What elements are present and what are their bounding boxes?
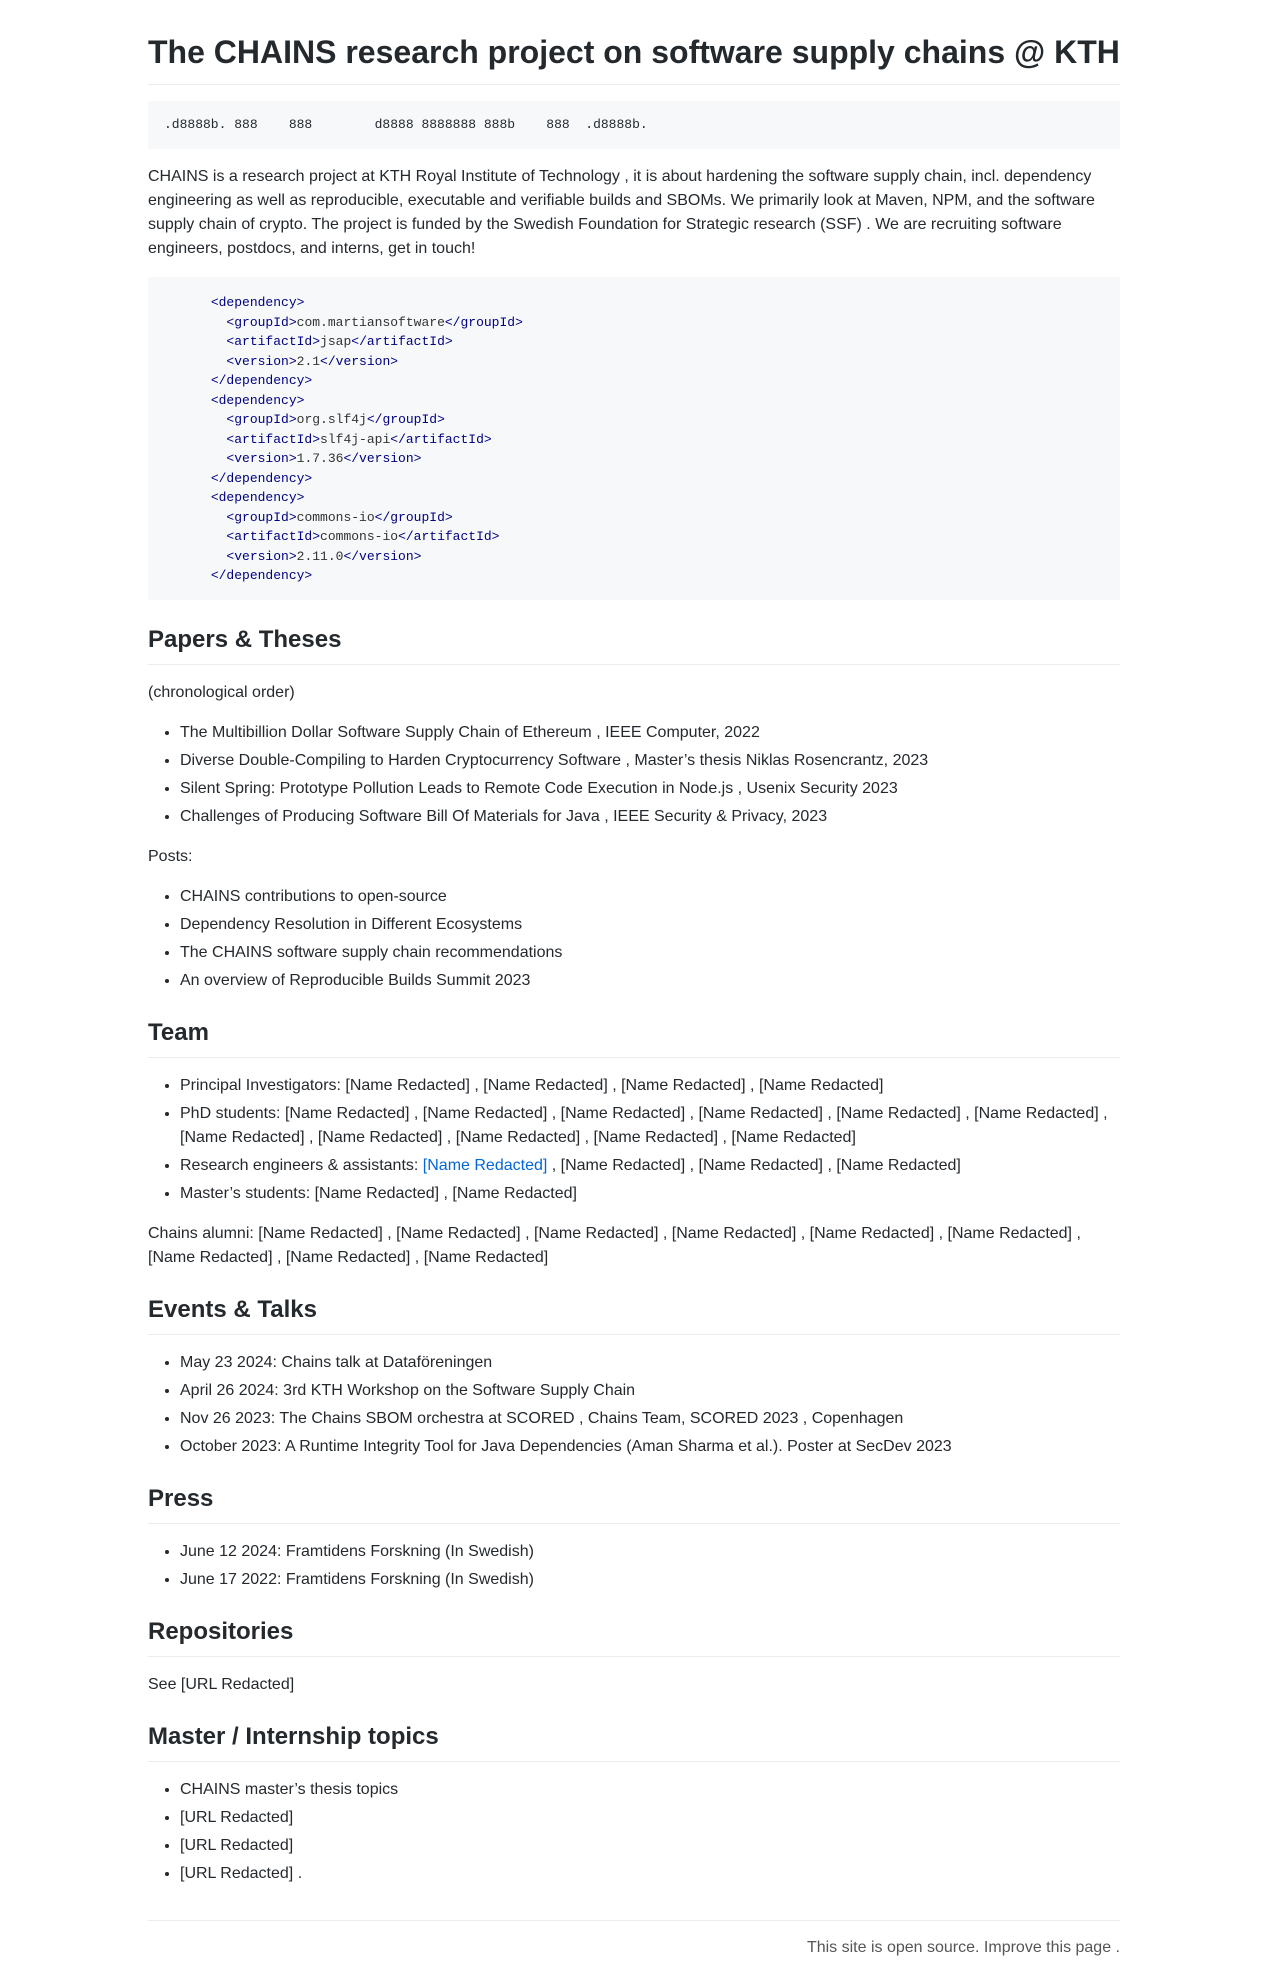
topic-item[interactable]: • [URL Redacted] (180, 1806, 1120, 1830)
topics-heading: Master / Internship topics (148, 1721, 1120, 1762)
papers-section (148, 624, 1120, 993)
team-masters: • Master’s students: [Name Redacted] , [Name Redacted] (180, 1182, 1120, 1206)
code-dependency-close: </dependency> (210, 373, 313, 388)
code-artifactid: <artifactId>slf4j-api</artifactId> (226, 431, 492, 447)
papers-list (148, 721, 1120, 829)
press-item[interactable]: • June 17 2022: Framtidens Forskning (In Swedish) (180, 1568, 1120, 1592)
papers-heading: Papers & Theses (148, 624, 1120, 665)
repositories-heading: Repositories (148, 1616, 1120, 1657)
team-engineers-rest: , [Name Redacted] , [Name Redacted] , [Name Redacted] (547, 1156, 961, 1174)
press-section (148, 1483, 1120, 1592)
events-heading: Events & Talks (148, 1294, 1120, 1335)
paper-item[interactable]: • The Multibillion Dollar Software Supply Chain of Ethereum , IEEE Computer, 2022 (180, 721, 1120, 745)
post-item[interactable]: • The CHAINS software supply chain recommendations (180, 941, 1120, 965)
press-item[interactable]: • June 12 2024: Framtidens Forskning (In Swedish) (180, 1540, 1120, 1564)
topic-item[interactable]: • [URL Redacted] . (180, 1862, 1120, 1886)
dependency-code-block (148, 277, 1120, 600)
paper-item[interactable]: • Diverse Double-Compiling to Harden Cryptocurrency Software , Master’s thesis Niklas Rosencrantz, 2023 (180, 749, 1120, 773)
team-engineers (180, 1154, 1120, 1178)
code-groupid: <groupId>com.martiansoftware</groupId> (226, 314, 523, 330)
code-artifactid: <artifactId>jsap</artifactId> (226, 334, 453, 349)
code-artifactid: <artifactId>commons-io</artifactId> (226, 529, 500, 544)
code-version: <version>2.1</version> (226, 353, 399, 369)
post-item[interactable]: • CHAINS contributions to open-source (180, 885, 1120, 909)
press-heading: Press (148, 1483, 1120, 1524)
code-dependency-open: <dependency> (210, 490, 305, 505)
code-version: <version>1.7.36</version> (226, 451, 422, 466)
code-dependency-open: <dependency> (210, 392, 305, 408)
event-item[interactable]: • Nov 26 2023: The Chains SBOM orchestra at SCORED , Chains Team, SCORED 2023 , Copenhagen (180, 1407, 1120, 1431)
code-dependency-close: </dependency> (210, 568, 313, 583)
code-dependency-open: <dependency> (210, 295, 305, 310)
event-item[interactable]: • April 26 2024: 3rd KTH Workshop on the Software Supply Chain (180, 1379, 1120, 1403)
team-pi: • Principal Investigators: [Name Redacted] , [Name Redacted] , [Name Redacted] , [Name Redacted] (180, 1074, 1120, 1098)
paper-item[interactable]: • Silent Spring: Prototype Pollution Leads to Remote Code Execution in Node.js , Usenix Security 2023 (180, 777, 1120, 801)
topics-list (148, 1778, 1120, 1886)
intro-paragraph: CHAINS is a research project at KTH Royal Institute of Technology , it is about hardening the software supply chain, incl. dependency engineering as well as reproducible, executable and verifiable builds and SBOMs. We primarily look at Maven, NPM, and the software supply chain of crypto. The project is funded by the Swedish Foundation for Strategic research (SSF) . We are recruiting software engineers, postdocs, and interns, get in touch! (148, 168, 1095, 257)
topics-section (148, 1721, 1120, 1886)
event-item[interactable]: • October 2023: A Runtime Integrity Tool for Java Dependencies (Aman Sharma et al.). Poster at SecDev 2023 (180, 1435, 1120, 1459)
post-item[interactable]: • Dependency Resolution in Different Ecosystems (180, 913, 1120, 937)
ascii-banner: .d8888b. 888 888 d8888 8888888 888b 888 .d8888b. (148, 101, 1120, 149)
topic-item[interactable]: • CHAINS master’s thesis topics (180, 1778, 1120, 1802)
paper-item[interactable]: • Challenges of Producing Software Bill Of Materials for Java , IEEE Security & Privacy, 2023 (180, 805, 1120, 829)
code-version: <version>2.11.0</version> (226, 548, 422, 564)
event-item[interactable]: • May 23 2024: Chains talk at Dataföreningen (180, 1351, 1120, 1375)
team-engineers-label: Research engineers & assistants: (180, 1156, 423, 1174)
posts-label: Posts: (148, 847, 193, 865)
team-alumni: Chains alumni: [Name Redacted] , [Name Redacted] , [Name Redacted] , [Name Redacted] , [Name Redacted] , [Name Redacted] , [Name Redacted] , [Name Redacted] , [Name Redacted] (148, 1224, 1081, 1266)
repositories-section (148, 1616, 1120, 1697)
topic-item[interactable]: • [URL Redacted] (180, 1834, 1120, 1858)
footer (148, 1920, 1120, 1957)
post-item[interactable]: • An overview of Reproducible Builds Summit 2023 (180, 969, 1120, 993)
code-groupid: <groupId>commons-io</groupId> (226, 509, 453, 525)
code-dependency-close: </dependency> (210, 470, 313, 486)
team-section (148, 1017, 1120, 1270)
events-section (148, 1294, 1120, 1459)
footer-text[interactable]: This site is open source. Improve this page . (806, 1938, 1120, 1956)
page-title: The CHAINS research project on software supply chains @ KTH (148, 0, 1120, 85)
events-list (148, 1351, 1120, 1459)
posts-list (148, 885, 1120, 993)
team-list (148, 1074, 1120, 1206)
team-heading: Team (148, 1017, 1120, 1058)
code-groupid: <groupId>org.slf4j</groupId> (226, 412, 445, 427)
team-phd: • PhD students: [Name Redacted] , [Name Redacted] , [Name Redacted] , [Name Redacted] , [Name Redacted] , [Name Redacted] , [Name Redacted] , [Name Redacted] , [Name Redacted] , [Name Redacted] , [Name Redacted] (180, 1102, 1120, 1150)
papers-note: (chronological order) (148, 683, 295, 701)
press-list (148, 1540, 1120, 1592)
repositories-text[interactable]: See [URL Redacted] (148, 1675, 295, 1693)
team-engineer-link[interactable]: [Name Redacted] (422, 1156, 548, 1174)
page-content (148, 0, 1120, 1957)
